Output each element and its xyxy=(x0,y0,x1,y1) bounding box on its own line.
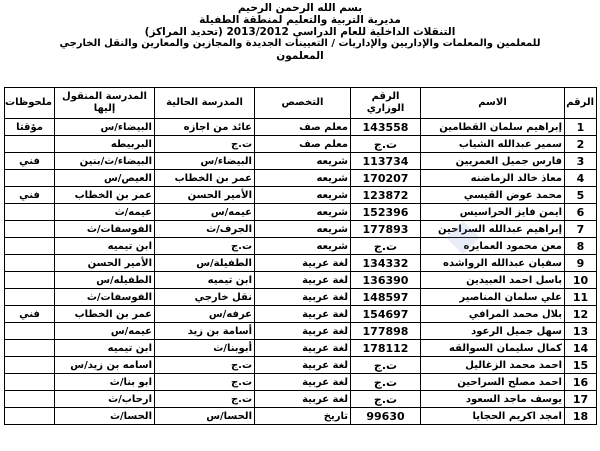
cell-notes xyxy=(5,289,55,306)
cell-name: إبراهيم عبدالله السراحين xyxy=(421,221,565,238)
table-row xyxy=(5,221,597,238)
cell-notes xyxy=(5,391,55,408)
cell-current-school: الأمير الحسن xyxy=(155,187,255,204)
cell-ministry-no: ت.ج xyxy=(351,357,421,374)
cell-index: 17 xyxy=(565,391,597,408)
cell-current-school: نقل خارجي xyxy=(155,289,255,306)
cell-index: 9 xyxy=(565,255,597,272)
table-row xyxy=(5,136,597,153)
table-row xyxy=(5,238,597,255)
cell-current-school: عمر بن الخطاب xyxy=(155,170,255,187)
cell-specialty: شريعه xyxy=(255,238,351,255)
document-header xyxy=(0,0,600,62)
cell-current-school: الطفيلة/س xyxy=(155,255,255,272)
cell-transfer-school: ارحاب/ث xyxy=(55,391,155,408)
table-row xyxy=(5,204,597,221)
transfers-table xyxy=(4,87,597,425)
cell-index: 2 xyxy=(565,136,597,153)
cell-name: إبراهيم سلمان القطامين xyxy=(421,119,565,136)
cell-ministry-no: 134332 xyxy=(351,255,421,272)
cell-ministry-no: 177893 xyxy=(351,221,421,238)
cell-current-school: عائد من اجازه xyxy=(155,119,255,136)
cell-ministry-no: 113734 xyxy=(351,153,421,170)
cell-transfer-school: ابو بنا/ث xyxy=(55,374,155,391)
cell-ministry-no: 99630 xyxy=(351,408,421,425)
cell-name: احمد محمد الزغاليل xyxy=(421,357,565,374)
cell-index: 7 xyxy=(565,221,597,238)
cell-ministry-no: 177898 xyxy=(351,323,421,340)
cell-name: معاذ خالد الرماضنه xyxy=(421,170,565,187)
cell-transfer-school: العيص/س xyxy=(55,170,155,187)
cell-current-school: أسامة بن زيد xyxy=(155,323,255,340)
cell-specialty: لغة عربية xyxy=(255,289,351,306)
cell-name: ايمن فايز الحراسيس xyxy=(421,204,565,221)
cell-name: سفيان عبدالله الرواشده xyxy=(421,255,565,272)
cell-ministry-no: 136390 xyxy=(351,272,421,289)
cell-specialty: شريعه xyxy=(255,170,351,187)
cell-name: امجد اكريم الحجايا xyxy=(421,408,565,425)
table-row xyxy=(5,323,597,340)
cell-index: 8 xyxy=(565,238,597,255)
cell-index: 12 xyxy=(565,306,597,323)
cell-notes xyxy=(5,272,55,289)
cell-name: سمير عبدالله الشياب xyxy=(421,136,565,153)
cell-name: يوسف ماجد السعود xyxy=(421,391,565,408)
cell-notes: فني xyxy=(5,306,55,323)
cell-index: 18 xyxy=(565,408,597,425)
cell-specialty: لغة عربية xyxy=(255,391,351,408)
cell-ministry-no: 123872 xyxy=(351,187,421,204)
section-title: المعلمون xyxy=(276,50,324,62)
table-row xyxy=(5,170,597,187)
cell-ministry-no: 178112 xyxy=(351,340,421,357)
cell-transfer-school: الأمير الحسن xyxy=(55,255,155,272)
cell-specialty: معلم صف xyxy=(255,136,351,153)
cell-transfer-school: عمر بن الخطاب xyxy=(55,306,155,323)
cell-name: سهل جميل الرعود xyxy=(421,323,565,340)
cell-name: فارس جميل العمريين xyxy=(421,153,565,170)
directorate-title: مديرية التربية والتعليم لمنطقة الطفيلة xyxy=(199,14,401,26)
cell-current-school: ت.ج xyxy=(155,136,255,153)
cell-index: 15 xyxy=(565,357,597,374)
cell-index: 5 xyxy=(565,187,597,204)
cell-transfer-school: ابن تيميه xyxy=(55,238,155,255)
cell-current-school: الجرف/ث xyxy=(155,221,255,238)
table-row xyxy=(5,408,597,425)
cell-name: كمال سليمان السوالقه xyxy=(421,340,565,357)
cell-notes xyxy=(5,408,55,425)
cell-transfer-school: الفوسفات/ث xyxy=(55,289,155,306)
table-row xyxy=(5,153,597,170)
cell-current-school: ت.ج xyxy=(155,238,255,255)
cell-ministry-no: ت.ج xyxy=(351,374,421,391)
cell-current-school: ت.ج xyxy=(155,357,255,374)
table-row xyxy=(5,255,597,272)
cell-current-school: عيمه/س xyxy=(155,204,255,221)
table-header-row xyxy=(5,88,597,119)
transfers-title: التنقلات الداخلية للعام الدراسي 2013/2012 (تحديد المراكز) xyxy=(144,26,456,38)
col-header-notes: ملحوظات xyxy=(5,88,55,119)
cell-specialty: معلم صف xyxy=(255,119,351,136)
cell-name: احمد مصلح السراحين xyxy=(421,374,565,391)
scope-title: للمعلمين والمعلمات والإداريين والإداريات / التعيينات الجديدة والمجازين والمعارين والنقل الخارجي xyxy=(59,38,541,49)
cell-index: 3 xyxy=(565,153,597,170)
cell-name: معن محمود العمايره xyxy=(421,238,565,255)
cell-specialty: شريعه xyxy=(255,187,351,204)
table-row xyxy=(5,289,597,306)
cell-ministry-no: 148597 xyxy=(351,289,421,306)
cell-transfer-school: الفوسفات/ث xyxy=(55,221,155,238)
cell-transfer-school: البيضاء/س xyxy=(55,119,155,136)
cell-specialty: تاريخ xyxy=(255,408,351,425)
cell-transfer-school: عمر بن الخطاب xyxy=(55,187,155,204)
cell-specialty: شريعه xyxy=(255,204,351,221)
cell-transfer-school: البيضاء/ث/بنين xyxy=(55,153,155,170)
cell-ministry-no: 143558 xyxy=(351,119,421,136)
cell-ministry-no: ت.ج xyxy=(351,391,421,408)
cell-index: 10 xyxy=(565,272,597,289)
cell-current-school: عرفه/س xyxy=(155,306,255,323)
cell-specialty: لغة عربية xyxy=(255,340,351,357)
cell-notes xyxy=(5,170,55,187)
cell-specialty: لغة عربية xyxy=(255,357,351,374)
cell-name: بلال محمد المرافي xyxy=(421,306,565,323)
cell-transfer-school: ابن تيميه xyxy=(55,340,155,357)
cell-specialty: لغة عربية xyxy=(255,323,351,340)
cell-ministry-no: 154697 xyxy=(351,306,421,323)
cell-current-school: البيضاء/س xyxy=(155,153,255,170)
cell-name: محمد عوض القيسي xyxy=(421,187,565,204)
cell-transfer-school: البربيطه xyxy=(55,136,155,153)
cell-specialty: لغة عربية xyxy=(255,272,351,289)
cell-ministry-no: ت.ج xyxy=(351,238,421,255)
col-header-ministry-no: الرقم الوزاري xyxy=(351,88,421,119)
cell-notes xyxy=(5,238,55,255)
cell-notes xyxy=(5,340,55,357)
cell-notes xyxy=(5,221,55,238)
col-header-transfer-school: المدرسة المنقول إليها xyxy=(55,88,155,119)
cell-index: 14 xyxy=(565,340,597,357)
table-row xyxy=(5,340,597,357)
cell-current-school: ت.ج xyxy=(155,374,255,391)
table-row xyxy=(5,374,597,391)
cell-specialty: شريعه xyxy=(255,221,351,238)
cell-notes: فني xyxy=(5,153,55,170)
cell-ministry-no: 170207 xyxy=(351,170,421,187)
cell-notes xyxy=(5,323,55,340)
col-header-name: الاسم xyxy=(421,88,565,119)
cell-current-school: أبوبنا/ث xyxy=(155,340,255,357)
cell-notes xyxy=(5,204,55,221)
table-row xyxy=(5,187,597,204)
cell-notes: مؤقتا xyxy=(5,119,55,136)
cell-transfer-school: الطفيله/س xyxy=(55,272,155,289)
cell-current-school: ت.ج xyxy=(155,391,255,408)
cell-transfer-school: عيمه/ث xyxy=(55,204,155,221)
cell-notes xyxy=(5,357,55,374)
table-body xyxy=(5,119,597,425)
cell-specialty: لغة عربية xyxy=(255,374,351,391)
cell-notes xyxy=(5,136,55,153)
table-row xyxy=(5,357,597,374)
cell-notes: فني xyxy=(5,187,55,204)
basmala: بسم الله الرحمن الرحيم xyxy=(237,2,363,14)
cell-transfer-school: عيمه/س xyxy=(55,323,155,340)
cell-specialty: لغة عربية xyxy=(255,255,351,272)
col-header-specialty: التخصص xyxy=(255,88,351,119)
table-row xyxy=(5,306,597,323)
watermark-logo: ◆ xyxy=(446,209,480,260)
cell-notes xyxy=(5,374,55,391)
cell-index: 1 xyxy=(565,119,597,136)
cell-ministry-no: 152396 xyxy=(351,204,421,221)
col-header-current-school: المدرسة الحالية xyxy=(155,88,255,119)
table-row xyxy=(5,391,597,408)
cell-transfer-school: الحسا/ث xyxy=(55,408,155,425)
col-header-index: الرقم xyxy=(565,88,597,119)
cell-specialty: لغة عربية xyxy=(255,306,351,323)
cell-ministry-no: ت.ج xyxy=(351,136,421,153)
cell-transfer-school: اسامه بن زيد/س xyxy=(55,357,155,374)
table-row xyxy=(5,272,597,289)
cell-index: 4 xyxy=(565,170,597,187)
cell-notes xyxy=(5,255,55,272)
cell-index: 11 xyxy=(565,289,597,306)
cell-name: علي سلمان المناصير xyxy=(421,289,565,306)
cell-specialty: شريعه xyxy=(255,153,351,170)
cell-index: 13 xyxy=(565,323,597,340)
cell-index: 16 xyxy=(565,374,597,391)
cell-name: باسل احمد العبيدين xyxy=(421,272,565,289)
cell-current-school: ابن تيميه xyxy=(155,272,255,289)
cell-current-school: الحسا/س xyxy=(155,408,255,425)
table-row xyxy=(5,119,597,136)
cell-index: 6 xyxy=(565,204,597,221)
